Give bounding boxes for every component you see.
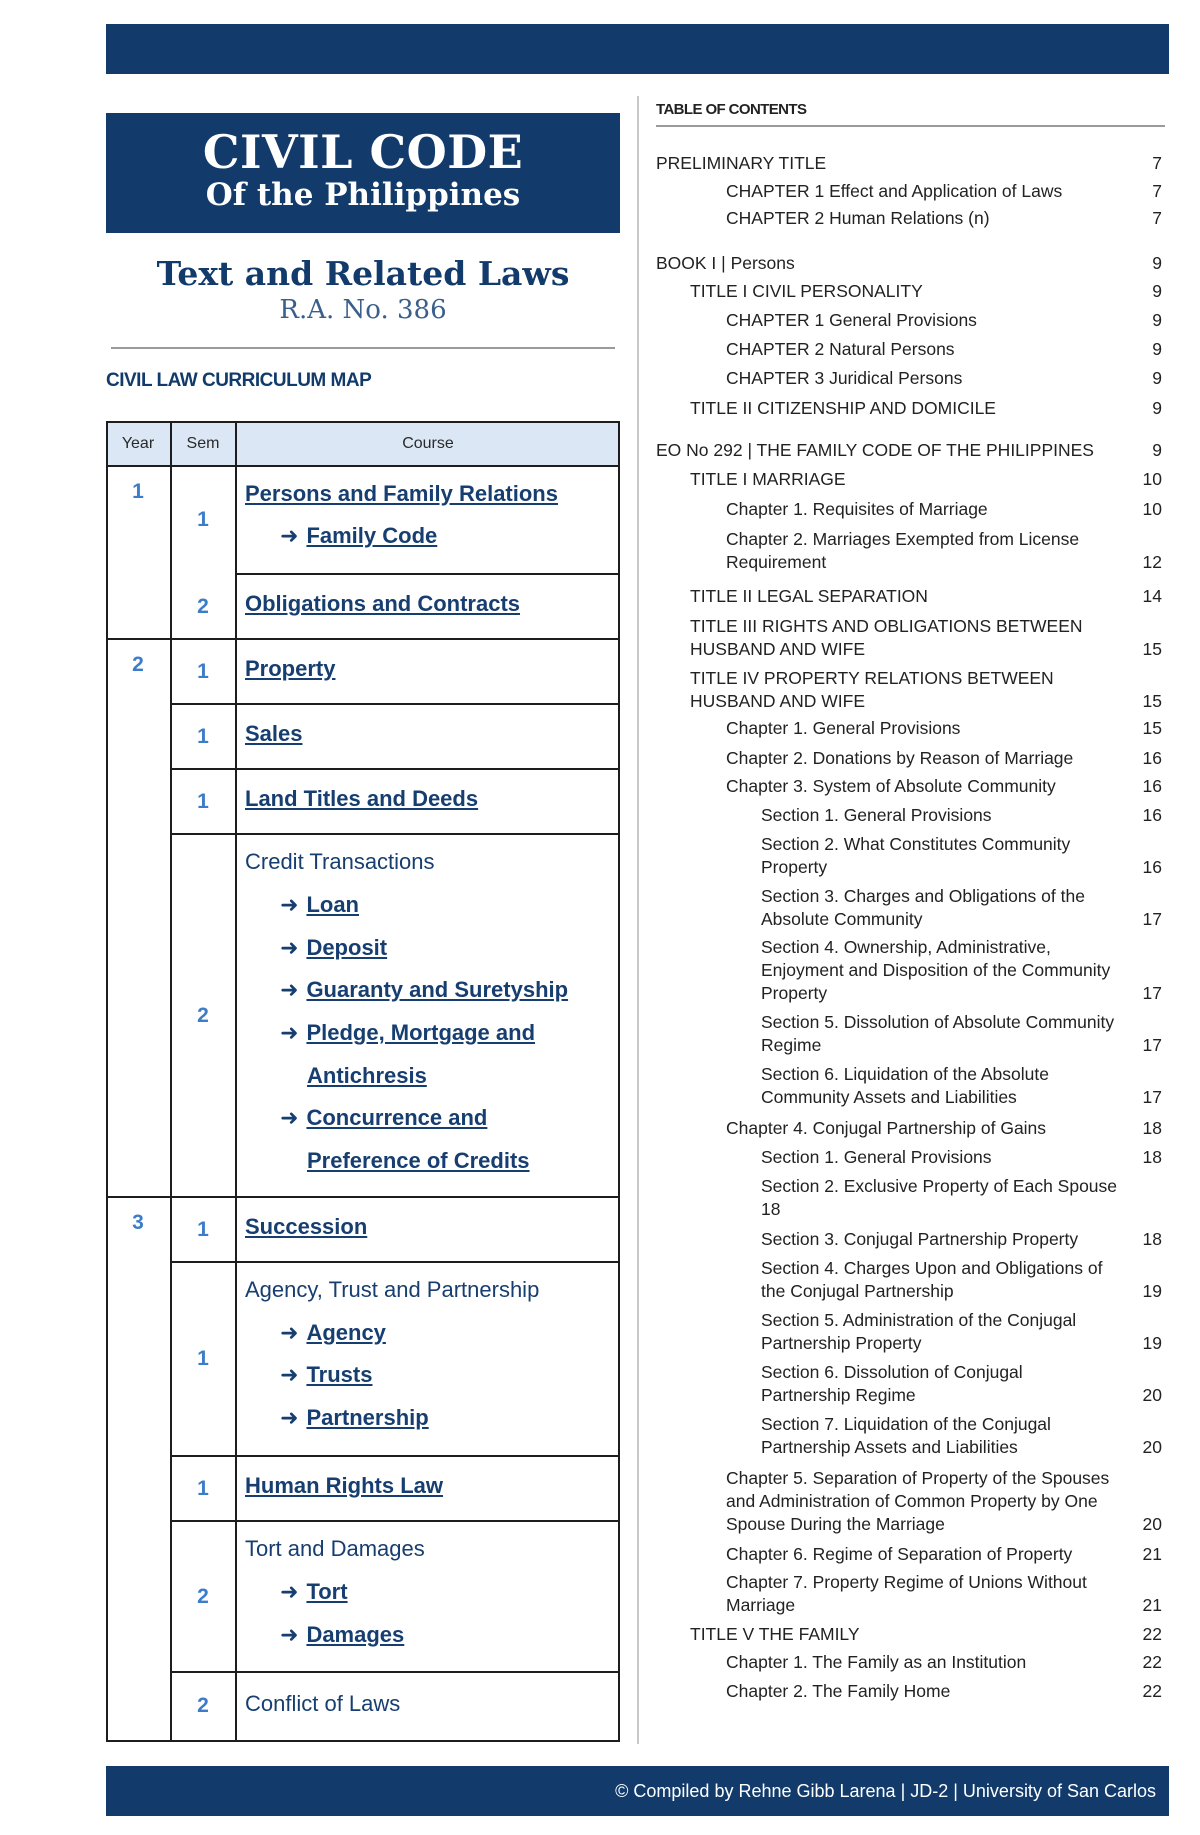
arrow-icon: ➜ — [280, 1362, 299, 1387]
toc-entry-text: Section 2. What Constitutes Community — [761, 834, 1071, 854]
toc-page-number: 15 — [1142, 718, 1162, 738]
toc-entry-text: Chapter 1. Requisites of Marriage — [726, 499, 988, 519]
toc-entry-text: Chapter 1. General Provisions — [726, 718, 961, 738]
toc-entry-text: Chapter 2. The Family Home — [726, 1681, 951, 1701]
curriculum-map-heading: CIVIL LAW CURRICULUM MAP — [106, 370, 372, 391]
toc-entry-text: TITLE III RIGHTS AND OBLIGATIONS BETWEEN — [690, 616, 1083, 636]
toc-entry-text: Property — [761, 857, 828, 877]
toc-entry-text: Partnership Regime — [761, 1385, 916, 1405]
toc-entry-text: and Administration of Common Property by One — [726, 1491, 1098, 1511]
sub-course[interactable]: ➜ Damages — [280, 1622, 405, 1647]
top-banner — [106, 24, 1169, 74]
toc-entry-text: Chapter 2. Marriages Exempted from License — [726, 529, 1080, 549]
toc-entry-text: Chapter 1. The Family as an Institution — [726, 1652, 1027, 1672]
toc-page-number: 18 — [1142, 1118, 1162, 1138]
arrow-icon: ➜ — [280, 1579, 299, 1604]
toc-entry-text: Chapter 6. Regime of Separation of Property — [726, 1544, 1073, 1564]
toc-page-number: 16 — [1142, 748, 1162, 768]
year-1: 1 — [132, 480, 144, 503]
sem-cell: 1 — [197, 508, 209, 531]
arrow-icon: ➜ — [280, 935, 299, 960]
subtitle: Text and Related Laws — [156, 254, 570, 293]
toc-entry-text: Spouse During the Marriage — [726, 1514, 945, 1534]
sub-course[interactable]: ➜ Pledge, Mortgage and — [280, 1020, 536, 1045]
sem-cell: 2 — [197, 1003, 209, 1027]
toc-page-number: 20 — [1142, 1514, 1162, 1534]
table-border — [106, 1196, 620, 1198]
toc-entry[interactable] — [726, 338, 1162, 361]
toc-page-number: 7 — [1152, 153, 1162, 173]
toc-entry[interactable] — [690, 280, 1162, 303]
header-course: Course — [236, 421, 620, 466]
toc-entry-text: the Conjugal Partnership — [761, 1281, 954, 1301]
toc-entry[interactable] — [726, 309, 1162, 332]
toc-entry-text: Section 4. Charges Upon and Obligations of — [761, 1258, 1103, 1278]
toc-page-number: 17 — [1142, 909, 1162, 929]
toc-entry[interactable] — [656, 439, 1162, 462]
arrow-icon: ➜ — [280, 1405, 299, 1430]
toc-entry[interactable] — [690, 1623, 1162, 1646]
arrow-icon: ➜ — [280, 1105, 299, 1130]
toc-entry[interactable] — [690, 397, 1162, 420]
toc-page-number: 17 — [1142, 983, 1162, 1003]
toc-entry[interactable] — [761, 1063, 1162, 1109]
sem-cell: 1 — [197, 659, 209, 683]
sub-course[interactable]: ➜ Agency — [280, 1320, 386, 1345]
table-border — [170, 1671, 620, 1673]
toc-entry[interactable] — [726, 1117, 1162, 1140]
course-cell — [236, 1672, 620, 1740]
toc-entry[interactable] — [761, 1257, 1162, 1303]
title-line2: Of the Philippines — [205, 177, 521, 213]
toc-entry-text: Section 2. Exclusive Property of Each Spouse — [761, 1176, 1118, 1196]
sub-course[interactable]: ➜ Guaranty and Suretyship — [280, 977, 569, 1002]
year-2: 2 — [132, 653, 144, 676]
toc-entry[interactable] — [761, 885, 1162, 931]
toc-page-number: 10 — [1142, 469, 1162, 489]
toc-entry[interactable] — [726, 717, 1162, 740]
course-link[interactable]: Persons and Family Relations — [245, 481, 558, 506]
toc-entry[interactable] — [761, 1413, 1162, 1459]
toc-page-number: 12 — [1142, 552, 1162, 572]
footer-banner — [106, 1766, 1169, 1816]
arrow-icon: ➜ — [280, 523, 299, 548]
toc-entry[interactable] — [726, 528, 1162, 574]
column-divider — [637, 96, 639, 1744]
toc-entry-text: HUSBAND AND WIFE — [690, 639, 866, 659]
sem-cell: 1 — [197, 724, 209, 748]
toc-page-number: 14 — [1142, 586, 1162, 606]
toc-entry[interactable] — [656, 152, 1162, 175]
toc-entry-text: Community Assets and Liabilities — [761, 1087, 1017, 1107]
toc-page-number: 10 — [1142, 499, 1162, 519]
toc-entry-text: Property — [761, 983, 828, 1003]
toc-entry-text: TITLE I CIVIL PERSONALITY — [690, 281, 923, 301]
sub-course-continued[interactable]: Preference of Credits — [307, 1148, 530, 1173]
toc-page-number: 9 — [1152, 253, 1162, 273]
table-border — [106, 421, 620, 423]
sub-course[interactable]: ➜ Tort — [280, 1579, 348, 1604]
toc-entry-text: Regime — [761, 1035, 822, 1055]
table-border — [170, 703, 620, 705]
toc-entry[interactable] — [726, 747, 1162, 770]
toc-entry-text: EO No 292 | THE FAMILY CODE OF THE PHILIPPINES — [656, 440, 1094, 460]
toc-entry-text: Enjoyment and Disposition of the Community — [761, 960, 1111, 980]
table-border — [106, 465, 620, 467]
toc-entry[interactable] — [761, 833, 1162, 879]
toc-page-number: 18 — [1142, 1147, 1162, 1167]
toc-page-number: 22 — [1142, 1681, 1162, 1701]
toc-page-number: 16 — [1142, 857, 1162, 877]
table-border — [170, 833, 620, 835]
course-link[interactable]: Human Rights Law — [245, 1473, 444, 1498]
toc-entry-text: Partnership Assets and Liabilities — [761, 1437, 1018, 1457]
course-cell — [236, 1456, 620, 1521]
table-border — [106, 1740, 620, 1742]
toc-entry[interactable] — [761, 936, 1162, 1005]
toc-entry-text: Section 6. Dissolution of Conjugal — [761, 1362, 1023, 1382]
toc-entry[interactable] — [726, 207, 1162, 230]
toc-entry-text: Chapter 3. System of Absolute Community — [726, 776, 1056, 796]
toc-page-number: 15 — [1142, 691, 1162, 711]
sub-course[interactable]: ➜ Trusts — [280, 1362, 373, 1387]
course-cell — [236, 1262, 620, 1456]
toc-page-number: 9 — [1152, 281, 1162, 301]
arrow-icon: ➜ — [280, 892, 299, 917]
toc-entry[interactable] — [761, 1011, 1162, 1057]
course-link[interactable]: Land Titles and Deeds — [245, 786, 479, 811]
toc-page-number: 9 — [1152, 398, 1162, 418]
course-cell — [236, 466, 620, 574]
toc-page-number: 19 — [1142, 1333, 1162, 1353]
course-cell — [236, 704, 620, 769]
toc-entry[interactable] — [726, 1680, 1162, 1703]
footer-credit: © Compiled by Rehne Gibb Larena | JD-2 | University of San Carlos — [615, 1780, 1156, 1801]
toc-page-number: 16 — [1142, 805, 1162, 825]
toc-entry-text: Marriage — [726, 1595, 796, 1615]
table-border — [236, 573, 620, 575]
arrow-icon: ➜ — [280, 977, 299, 1002]
toc-entry-text: Chapter 7. Property Regime of Unions Without — [726, 1572, 1087, 1592]
toc-page-number: 16 — [1142, 776, 1162, 796]
toc-entry-text: HUSBAND AND WIFE — [690, 691, 866, 711]
toc-page-number: 9 — [1152, 339, 1162, 359]
toc-entry-text: Chapter 5. Separation of Property of the Spouses — [726, 1468, 1110, 1488]
toc-entry[interactable] — [726, 180, 1162, 203]
toc-entry-text: Requirement — [726, 552, 827, 572]
year-3: 3 — [132, 1211, 144, 1234]
course-cell — [236, 834, 620, 1197]
toc-entry[interactable] — [726, 498, 1162, 521]
toc-entry-text: CHAPTER 2 Natural Persons — [726, 339, 955, 359]
toc-entry[interactable] — [656, 252, 1162, 275]
sub-course[interactable]: ➜ Loan — [280, 892, 359, 917]
sem-cell: 2 — [197, 1694, 209, 1717]
course-title: Conflict of Laws — [245, 1691, 401, 1716]
toc-page-number: 9 — [1152, 310, 1162, 330]
toc-page-number: 7 — [1152, 208, 1162, 228]
toc-entry-text: Absolute Community — [761, 909, 923, 929]
toc-entry[interactable] — [726, 1543, 1162, 1566]
toc-entry-text: Section 3. Conjugal Partnership Property — [761, 1229, 1079, 1249]
toc-entry[interactable] — [690, 468, 1162, 491]
toc-entry[interactable] — [761, 1146, 1162, 1169]
arrow-icon: ➜ — [280, 1320, 299, 1345]
toc-entry-text: Section 6. Liquidation of the Absolute — [761, 1064, 1049, 1084]
course-link[interactable]: Obligations and Contracts — [245, 591, 521, 616]
toc-entry-text: Section 4. Ownership, Administrative, — [761, 937, 1051, 957]
toc-page-number: 19 — [1142, 1281, 1162, 1301]
sem-cell: 2 — [197, 1584, 209, 1608]
sub-course[interactable]: ➜ Family Code — [280, 523, 438, 548]
toc-entry-text: Section 7. Liquidation of the Conjugal — [761, 1414, 1051, 1434]
course-link[interactable]: Sales — [245, 721, 303, 746]
sem-cell: 1 — [197, 1476, 209, 1500]
toc-entry-text: BOOK I | Persons — [656, 253, 795, 273]
curriculum-table — [106, 421, 620, 1742]
course-cell — [236, 1521, 620, 1672]
toc-entry[interactable] — [761, 1309, 1162, 1355]
toc-page-number: 20 — [1142, 1437, 1162, 1457]
toc-entry[interactable] — [690, 667, 1162, 713]
toc-page-number: 21 — [1142, 1544, 1162, 1564]
toc-entry[interactable] — [690, 615, 1162, 661]
table-border — [170, 768, 620, 770]
course-link[interactable]: Succession — [245, 1214, 368, 1239]
sem-cell: 1 — [197, 1347, 209, 1370]
sub-course[interactable]: ➜ Concurrence and — [280, 1105, 488, 1130]
toc-page-number: 9 — [1152, 440, 1162, 460]
toc-entry[interactable] — [726, 775, 1162, 798]
toc-entry-text: Section 1. General Provisions — [761, 805, 992, 825]
toc-entry-text: Section 3. Charges and Obligations of the — [761, 886, 1085, 906]
sub-course-continued[interactable]: Antichresis — [307, 1063, 427, 1088]
toc-entry-text: PRELIMINARY TITLE — [656, 153, 827, 173]
course-title: Tort and Damages — [245, 1536, 425, 1561]
toc-entry[interactable] — [761, 1361, 1162, 1407]
table-border — [106, 638, 620, 640]
toc-entry[interactable] — [761, 1175, 1162, 1221]
course-title: Credit Transactions — [245, 849, 435, 874]
toc-heading: TABLE OF CONTENTS — [656, 101, 807, 118]
sem-cell: 1 — [197, 1217, 209, 1241]
toc-page-number: 21 — [1142, 1595, 1162, 1615]
toc-entry-text: CHAPTER 2 Human Relations (n) — [726, 208, 990, 228]
toc-entry-text: Chapter 2. Donations by Reason of Marriage — [726, 748, 1074, 768]
course-cell — [236, 639, 620, 704]
toc-entry-text: Section 1. General Provisions — [761, 1147, 992, 1167]
arrow-icon: ➜ — [280, 1020, 299, 1045]
toc-page-number: 9 — [1152, 368, 1162, 388]
toc-entry-text: 18 — [761, 1199, 781, 1219]
toc-page-number: 7 — [1152, 181, 1162, 201]
header-sem: Sem — [170, 421, 236, 466]
course-link[interactable]: Property — [245, 656, 336, 681]
toc-page-number: 20 — [1142, 1385, 1162, 1405]
table-border — [170, 1455, 620, 1457]
toc-entry-text: CHAPTER 3 Juridical Persons — [726, 368, 963, 388]
sub-course[interactable]: ➜ Deposit — [280, 935, 388, 960]
toc-page-number: 18 — [1142, 1229, 1162, 1249]
arrow-icon: ➜ — [280, 1622, 299, 1647]
toc-entry[interactable] — [761, 804, 1162, 827]
table-border — [170, 421, 172, 1742]
toc-entry-text: TITLE II CITIZENSHIP AND DOMICILE — [690, 398, 996, 418]
sem-cell: 1 — [197, 789, 209, 813]
toc-entry-text: Partnership Property — [761, 1333, 922, 1353]
toc-page-number: 17 — [1142, 1035, 1162, 1055]
toc-entry[interactable] — [726, 1651, 1162, 1674]
toc-page-number: 17 — [1142, 1087, 1162, 1107]
course-cell — [236, 1197, 620, 1262]
toc-entry-text: TITLE V THE FAMILY — [690, 1624, 860, 1644]
table-border — [235, 421, 237, 1742]
course-cell — [236, 574, 620, 639]
toc-entry[interactable] — [726, 1571, 1162, 1617]
table-border — [618, 421, 620, 1742]
toc-entry[interactable] — [690, 585, 1162, 608]
toc-entry-text: CHAPTER 1 Effect and Application of Laws — [726, 181, 1063, 201]
divider — [111, 347, 615, 349]
toc-entry[interactable] — [761, 1228, 1162, 1251]
toc-entry-text: CHAPTER 1 General Provisions — [726, 310, 977, 330]
toc-entry-text: TITLE IV PROPERTY RELATIONS BETWEEN — [690, 668, 1054, 688]
toc-entry-text: Section 5. Administration of the Conjugal — [761, 1310, 1077, 1330]
table-border — [106, 421, 108, 1742]
ra-number: R.A. No. 386 — [279, 295, 447, 325]
toc-divider — [656, 125, 1165, 127]
title-box — [106, 113, 620, 233]
sub-course[interactable]: ➜ Partnership — [280, 1405, 429, 1430]
course-cell — [236, 769, 620, 834]
toc-entry[interactable] — [726, 1467, 1162, 1536]
toc-entry-text: TITLE I MARRIAGE — [690, 469, 846, 489]
sem-cell: 2 — [197, 594, 209, 618]
table-border — [170, 1520, 620, 1522]
toc-page-number: 15 — [1142, 639, 1162, 659]
subtitle-block — [106, 254, 620, 326]
toc-entry-text: TITLE II LEGAL SEPARATION — [690, 586, 928, 606]
toc-page-number: 22 — [1142, 1624, 1162, 1644]
course-title: Agency, Trust and Partnership — [245, 1277, 540, 1302]
toc-entry-text: Section 5. Dissolution of Absolute Community — [761, 1012, 1115, 1032]
title-line1: CIVIL CODE — [202, 125, 524, 179]
toc-page-number: 22 — [1142, 1652, 1162, 1672]
header-year: Year — [106, 421, 170, 466]
table-border — [170, 1261, 620, 1263]
toc-entry-text: Chapter 4. Conjugal Partnership of Gains — [726, 1118, 1047, 1138]
toc-entry[interactable] — [726, 367, 1162, 390]
